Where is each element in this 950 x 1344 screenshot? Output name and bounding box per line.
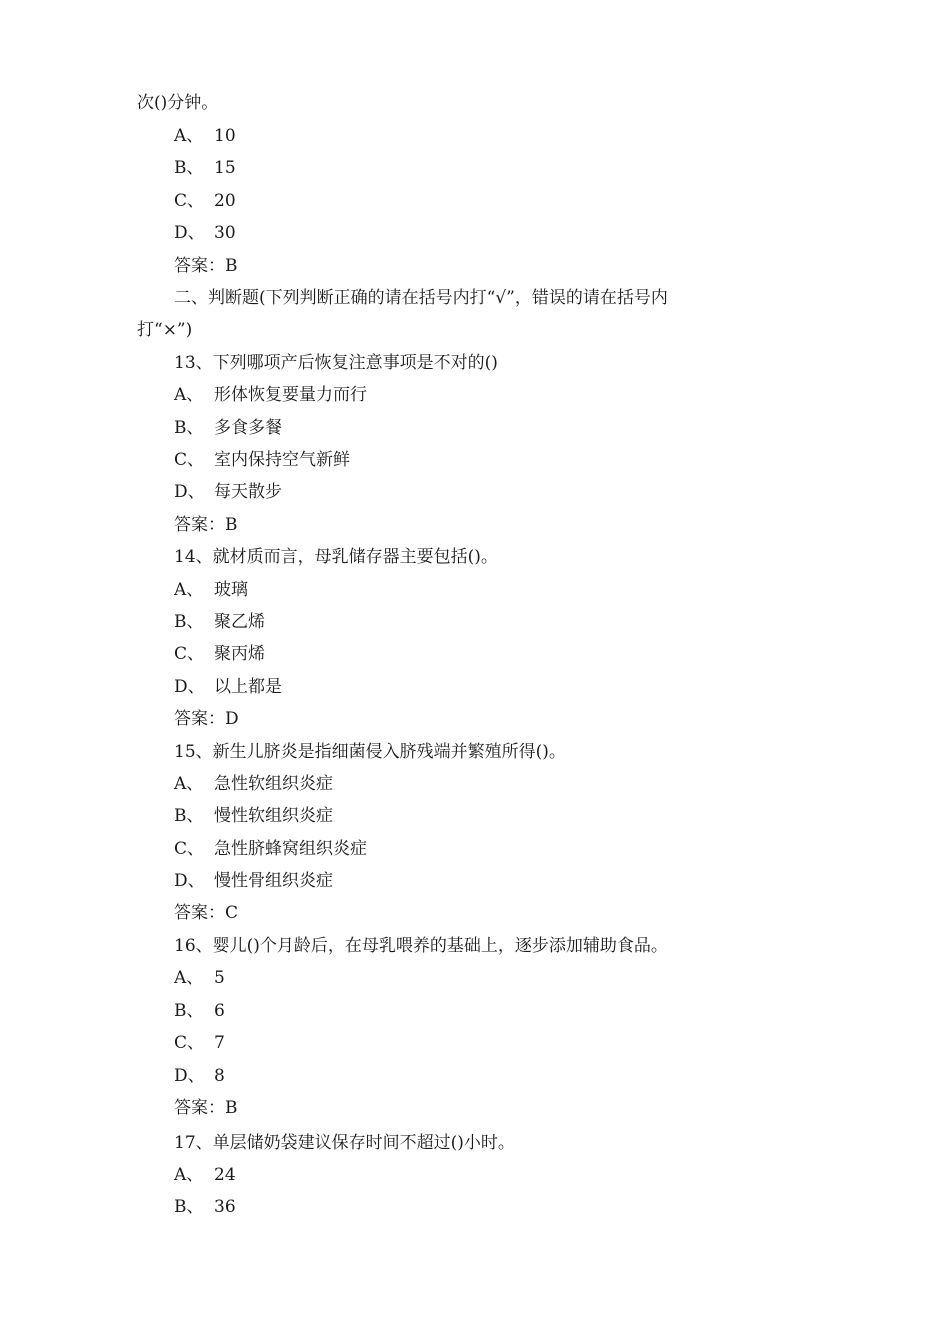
option-text: 急性脐蜂窝组织炎症 xyxy=(214,839,367,859)
question-stem: 16、婴儿()个月龄后，在母乳喂养的基础上，逐步添加辅助食品。 xyxy=(174,936,668,956)
option-d xyxy=(174,677,282,697)
option-d xyxy=(174,482,282,502)
option-b xyxy=(174,612,265,632)
option-text: 24 xyxy=(214,1165,236,1185)
option-letter: D、 xyxy=(174,871,205,891)
answer-line: 答案：B xyxy=(174,256,238,276)
option-letter: B、 xyxy=(174,1001,204,1021)
option-letter: D、 xyxy=(174,677,205,697)
option-d xyxy=(174,871,333,891)
option-text: 慢性软组织炎症 xyxy=(214,806,333,826)
option-a xyxy=(174,1165,236,1185)
option-text: 多食多餐 xyxy=(214,418,282,438)
option-letter: A、 xyxy=(174,774,204,794)
question-stem: 14、就材质而言，母乳储存器主要包括()。 xyxy=(174,547,498,567)
answer-line: 答案：C xyxy=(174,903,239,923)
option-text: 慢性骨组织炎症 xyxy=(214,871,333,891)
option-letter: C、 xyxy=(174,1033,205,1053)
option-letter: B、 xyxy=(174,612,204,632)
option-letter: D、 xyxy=(174,223,205,243)
option-letter: B、 xyxy=(174,418,204,438)
question-stem: 17、单层储奶袋建议保存时间不超过()小时。 xyxy=(174,1133,515,1153)
option-letter: D、 xyxy=(174,482,205,502)
option-text: 8 xyxy=(214,1066,225,1086)
option-letter: A、 xyxy=(174,580,204,600)
option-b xyxy=(174,158,236,178)
option-d xyxy=(174,223,236,243)
option-letter: C、 xyxy=(174,839,205,859)
option-c xyxy=(174,644,265,664)
answer-line: 答案：D xyxy=(174,709,239,729)
option-letter: C、 xyxy=(174,191,205,211)
option-text: 每天散步 xyxy=(214,482,282,502)
option-letter: A、 xyxy=(174,385,204,405)
option-text: 聚乙烯 xyxy=(214,612,265,632)
option-c xyxy=(174,1033,225,1053)
option-text: 5 xyxy=(214,968,225,988)
section-heading-cont: 打“×”) xyxy=(137,320,193,340)
option-text: 急性软组织炎症 xyxy=(214,774,333,794)
option-letter: C、 xyxy=(174,450,205,470)
option-c xyxy=(174,191,236,211)
option-text: 7 xyxy=(214,1033,225,1053)
option-text: 30 xyxy=(214,223,236,243)
question-stem: 15、新生儿脐炎是指细菌侵入脐残端并繁殖所得()。 xyxy=(174,742,566,762)
option-text: 15 xyxy=(214,158,236,178)
answer-line: 答案：B xyxy=(174,1098,238,1118)
answer-line: 答案：B xyxy=(174,515,238,535)
option-letter: C、 xyxy=(174,644,205,664)
option-letter: A、 xyxy=(174,968,204,988)
option-text: 形体恢复要量力而行 xyxy=(214,385,367,405)
option-b xyxy=(174,1197,236,1217)
option-letter: A、 xyxy=(174,126,204,146)
option-b xyxy=(174,806,333,826)
option-text: 6 xyxy=(214,1001,225,1021)
option-text: 室内保持空气新鲜 xyxy=(214,450,350,470)
option-a xyxy=(174,385,367,405)
option-text: 10 xyxy=(214,126,236,146)
option-letter: B、 xyxy=(174,158,204,178)
option-d xyxy=(174,1066,225,1086)
question-continuation: 次()分钟。 xyxy=(137,93,219,113)
option-c xyxy=(174,839,367,859)
option-text: 以上都是 xyxy=(214,677,282,697)
option-a xyxy=(174,580,248,600)
option-a xyxy=(174,968,225,988)
section-heading: 二、判断题(下列判断正确的请在括号内打“√”，错误的请在括号内 xyxy=(174,288,668,308)
option-text: 聚丙烯 xyxy=(214,644,265,664)
option-b xyxy=(174,1001,225,1021)
option-text: 36 xyxy=(214,1197,236,1217)
option-text: 玻璃 xyxy=(214,580,248,600)
option-letter: A、 xyxy=(174,1165,204,1185)
option-a xyxy=(174,774,333,794)
option-c xyxy=(174,450,350,470)
option-b xyxy=(174,418,282,438)
option-a xyxy=(174,126,236,146)
question-stem: 13、下列哪项产后恢复注意事项是不对的() xyxy=(174,353,498,373)
option-letter: B、 xyxy=(174,1197,204,1217)
option-letter: D、 xyxy=(174,1066,205,1086)
option-letter: B、 xyxy=(174,806,204,826)
option-text: 20 xyxy=(214,191,236,211)
